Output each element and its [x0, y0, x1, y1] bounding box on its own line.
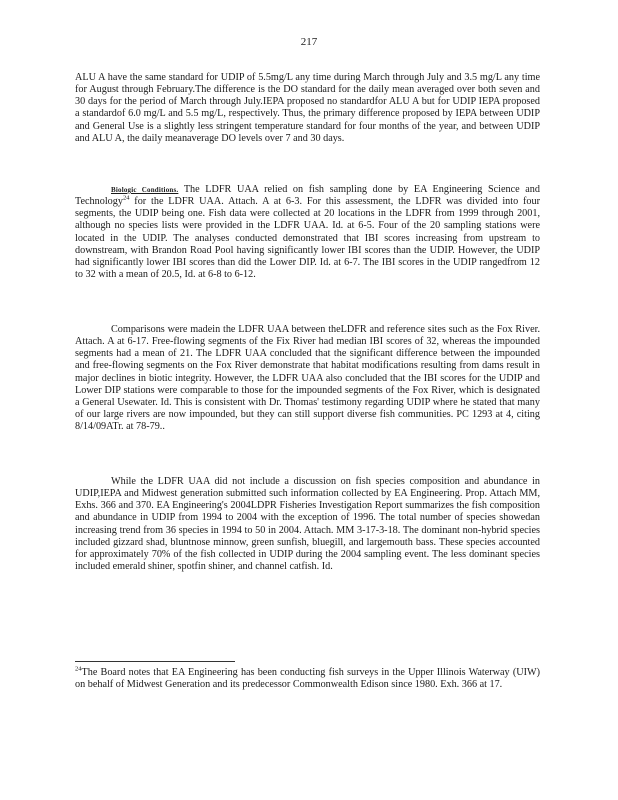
paragraph-text: ALU A have the same standard for UDIP of 5.5mg/L any time during March through July and 3.5 mg/L any time for August through February.The difference is the DO standard for the daily mean averaged over both seven and 30 days for the period of March through July.IEPA proposed no standardfor ALU A but for UDIP IEPA proposed a standardof 6.0 mg/L and 5.5 mg/L, respectively. Thus, the primary difference proposed by IEPA between UDIP and General Use is a slightly less stringent temperature standard for four months of the year, and between UDIP and ALU A, the daily meanaverage DO levels over 7 and 30 days.	[75, 72, 540, 144]
paragraph-standards	[75, 72, 540, 145]
page-number: 217	[300, 36, 318, 48]
paragraph-comparisons	[75, 324, 540, 433]
paragraph-biologic-conditions	[75, 184, 540, 281]
footnote	[75, 667, 540, 691]
paragraph-text-part: The LDFR UAA relied on fish sampling done by EA Engineering Science and Technology	[75, 184, 540, 208]
footnote-marker: 24	[75, 665, 82, 673]
paragraph-text: While the LDFR UAA did not include a discussion on fish species composition and abundance in UDIP,IEPA and Midwest generation submitted such information collected by EA Engineering. Prop. Attach MM, Exhs. 366 and 370. EA Engineering's 2004LDPR Fisheries Investigation Report summarizes the fish composition and abundance in UDIP from 1994 to 2004 with the exception of 1996. The total number of species showedan increasing trend from 36 species in 1994 to 50 in 2004. Attach. MM 3-17-3-18. The dominant non-hybrid species included gizzard shad, bluntnose minnow, green sunfish, bluegill, and largemouth bass. These species accounted for approximately 70% of the fish collected in UDIP during the 2004 sampling event. The less dominant species included emerald shiner, spotfin shiner, and channel catfish. Id.	[75, 476, 540, 573]
paragraph-text: Comparisons were madein the LDFR UAA between theLDFR and reference sites such as the Fox River. Attach. A at 6-17. Free-flowing segments of the Fix River had median IBI scores of 32, whereas the impounded segments had a mean of 21. The LDFR UAA concluded that the significant difference between the impounded and free-flowing segments on the Fox River demonstrate that habitat modifications resulting from dams result in major declines in biotic integrity. However, the LDFR UAA also concluded that the IBI scores for the UDIP and Lower DIP stations were comparable to those for the impounded segments of the Fox River, which is designated a General Usewater. Id. This is consistent with Dr. Thomas' testimony regarding UDIP where he stated that many of our large rivers are now impounded, but they can still support diverse fish communities. PC 1293 at 4, citing 8/14/09ATr. at 78-79..	[75, 324, 540, 433]
footnote-text: The Board notes that EA Engineering has been conducting fish surveys in the Upper Illinois Waterway (UIW) on behalf of Midwest Generation and its predecessor Commonwealth Edison since 1980. Exh. 366 at 17.	[75, 667, 540, 691]
paragraph-text-part: for the LDFR UAA. Attach. A at 6-3. For this assessment, the LDFR was divided into four segments, the UDIP being one. Fish data were collected at 20 locations in the LDFR from 1999 through 2001, although no species lists were provided in the LDFR UAA. Id. at 6-5. Four of the 20 sampling stations were located in the UDIP. The analyses conducted demonstrated that IBI scores increasing from upstream to downstream, with Brandon Road Pool having significantly lower IBI scores than the UDIP. However, the UDIP had significantly lower IBI scores than did the Lower DIP. Id. at 6-7. The IBI scores in the UDIP rangedfrom 12 to 32 with a mean of 20.5, Id. at 6-8 to 6-12.	[75, 196, 540, 281]
paragraph-text	[75, 184, 540, 281]
footnote-reference: 24	[122, 194, 130, 202]
section-heading: Biologic Conditions.	[111, 186, 179, 194]
paragraph-species-composition	[75, 476, 540, 573]
footnote-divider	[75, 661, 235, 662]
